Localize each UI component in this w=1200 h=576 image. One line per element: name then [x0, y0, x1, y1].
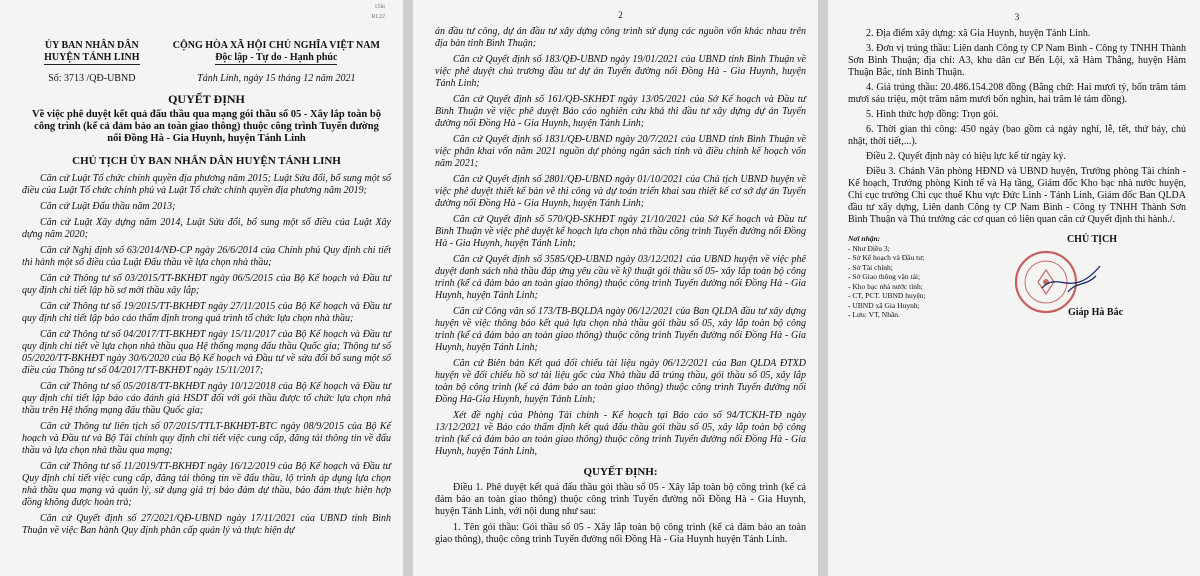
basis-paragraph: Căn cứ Thông tư số 19/2015/TT-BKHĐT ngày 27/11/2015 của Bộ Kế hoạch và Đầu tư quy định chi tiết lập báo cáo thẩm định trong quá trình tổ chức lựa chọn nhà thầu;	[22, 301, 391, 324]
recipients-label: Nơi nhận:	[848, 234, 881, 243]
basis-paragraph: Căn cứ Quyết định số 2801/QĐ-UBND ngày 01/10/2021 của Chủ tịch UBND huyện về việc phê duyệt thiết kế bản vẽ thi công và dự toán triển khai sau thiết kế cơ sở dự án Tuyến đường nối Đồng Hà - Gia Huynh, huyện Tánh Linh;	[435, 174, 806, 209]
basis-paragraph: Căn cứ Quyết định số 27/2021/QĐ-UBND ngày 17/11/2021 của UBND tỉnh Bình Thuận về việc Ban hành Quy định phân cấp quản lý và thực hiện dự	[22, 513, 391, 536]
legal-bases-continued	[435, 26, 806, 458]
recipient-item: - Sở Giao thông vận tải;	[848, 272, 921, 281]
recipient-item: - Sở Tài chính;	[848, 262, 893, 272]
item-4-winning-price: 4. Giá trúng thầu: 20.486.154.208 đồng (Bằng chữ: Hai mươi tỷ, bốn trăm tám mươi sáu triệu, một trăm năm mươi bốn nghìn, hai trăm lẻ tám đồng).	[848, 82, 1186, 105]
page-2	[413, 0, 818, 576]
basis-paragraph: Căn cứ Quyết định số 183/QĐ-UBND ngày 19/01/2021 của UBND tỉnh Bình Thuận về việc phê duyệt chủ trương đầu tư dự án Tuyến đường nối Đồng Hà - Gia Huynh, huyện Tánh Linh;	[435, 54, 806, 89]
page-3	[828, 0, 1200, 576]
legal-bases	[22, 173, 391, 537]
issuer-block	[22, 40, 162, 65]
basis-paragraph: Căn cứ Nghị định số 63/2014/NĐ-CP ngày 26/6/2014 của Chính phủ Quy định chi tiết thi hành một số điều của Luật Đấu thầu về lựa chọn nhà thầu;	[22, 245, 391, 268]
signer-title: CHỦ TỊCH	[1066, 234, 1118, 245]
recipient-item: - Sở Kế hoạch và Đầu tư;	[848, 253, 925, 262]
motto: Độc lập - Tự do - Hạnh phúc	[215, 52, 338, 63]
page-1	[0, 0, 403, 576]
basis-paragraph: Căn cứ Thông tư số 05/2018/TT-BKHĐT ngày 10/12/2018 của Bộ Kế hoạch và Đầu tư quy định chi tiết lập báo cáo đánh giá HSDT đối với gói thầu được tổ chức lựa chọn nhà thầu trên Hệ thống mạng đấu thầu Quốc gia;	[22, 381, 391, 416]
item-2-location: 2. Địa điểm xây dựng: xã Gia Huynh, huyện Tánh Linh.	[866, 28, 1091, 39]
signature-area	[848, 234, 1186, 320]
basis-paragraph: Căn cứ Quyết định số 161/QĐ-SKHĐT ngày 13/05/2021 của Sở Kế hoạch và Đầu tư Bình Thuận về việc phê duyệt Báo cáo nghiên cứu khả thi đầu tư xây dựng dự án Tuyến đường nối Đồng Hà - Gia Huynh, huyện Tánh Linh;	[435, 94, 806, 129]
proposal-paragraph: Xét đề nghị của Phòng Tài chính - Kế hoạch tại Báo cáo số 94/TCKH-TĐ ngày 13/12/2021 về Báo cáo thẩm định kết quả đấu thầu gói thầu số 05, xây lắp toàn bộ công trình (kể cả đảm bảo an toàn giao thông) thuộc công trình Tuyến đường nối Đồng Hà - Gia Huynh, huyện Tánh Linh,	[435, 410, 806, 457]
basis-paragraph: Căn cứ Quyết định số 1831/QĐ-UBND ngày 20/7/2021 của UBND tỉnh Bình Thuận về việc phân khai vốn năm 2021 nguồn dự phòng ngân sách tỉnh và điều chỉnh kế hoạch vốn năm 2021;	[435, 134, 806, 169]
recipient-item: - CT, PCT. UBND huyện;	[848, 291, 926, 300]
country-name: CỘNG HÒA XÃ HỘI CHỦ NGHĨA VIỆT NAM	[172, 40, 380, 51]
issuer-line-1: ỦY BAN NHÂN DÂN	[44, 40, 139, 51]
decision-items	[848, 28, 1186, 226]
document-title: QUYẾT ĐỊNH	[168, 92, 245, 106]
issuing-authority: CHỦ TỊCH ỦY BAN NHÂN DÂN HUYỆN TÁNH LINH	[72, 155, 341, 167]
page-number: 2	[618, 10, 623, 20]
signer-name: Giáp Hà Bắc	[1068, 307, 1124, 318]
recipient-item: - Như Điều 3;	[848, 243, 890, 253]
document-header	[22, 40, 391, 65]
official-seal-icon	[1010, 248, 1110, 316]
issuer-line-2: HUYỆN TÁNH LINH	[44, 52, 140, 63]
page-gap	[403, 0, 413, 576]
item-6-construction-time: 6. Thời gian thi công: 450 ngày (bao gồm cả ngày nghỉ, lễ, tết, thứ bảy, chủ nhật, thời tiết,...).	[848, 124, 1186, 147]
basis-paragraph: Căn cứ Quyết định số 570/QĐ-SKHĐT ngày 21/10/2021 của Sở Kế hoạch và Đầu tư Bình Thuận về việc phê duyệt kế hoạch lựa chọn nhà thầu công trình Tuyến đường nối Đồng Hà - Gia Huynh, huyện Tánh Linh;	[435, 214, 806, 249]
recipient-item: - Lưu: VT, Nhân.	[848, 310, 900, 319]
page-number: 3	[1014, 12, 1020, 22]
corner-note-2: RL22	[371, 14, 385, 20]
signer-block	[998, 234, 1186, 320]
basis-paragraph: Căn cứ Thông tư liên tịch số 07/2015/TTLT-BKHĐT-BTC ngày 08/9/2015 của Bộ Kế hoạch và Đầu tư và Bộ Tài chính quy định chi tiết việc cung cấp, đăng tải thông tin về đấu thầu và lựa chọn nhà thầu qua mạng;	[22, 421, 391, 456]
recipients-list	[848, 234, 998, 320]
document-number: Số: 3713 /QĐ-UBND	[48, 73, 136, 84]
basis-paragraph: án đầu tư công, dự án đầu tư xây dựng công trình sử dụng các nguồn vốn khác nhau trên địa bàn tỉnh Bình Thuận;	[435, 26, 806, 49]
article-2: Điều 2. Quyết định này có hiệu lực kể từ ngày ký.	[866, 151, 1066, 162]
corner-note-1: 15kt	[374, 4, 385, 10]
item-1-package-name: 1. Tên gói thầu: Gói thầu số 05 - Xây lắp toàn bộ công trình (kể cả đảm bảo an toàn giao thông), thuộc công trình Tuyến đường nối Đồng Hà - Gia Huynh huyện Tánh Linh.	[435, 522, 806, 545]
recipient-item: - Kho bạc nhà nước tỉnh;	[848, 281, 923, 291]
item-3-winning-bidder: 3. Đơn vị trúng thầu: Liên danh Công ty CP Nam Bình - Công ty TNHH Thành Sơn Bình Thuận; địa chỉ: A3, khu dân cư Bến Lội, xã Hàm Thắng, huyện Hàm Thuận Bắc, tỉnh Bình Thuận.	[848, 43, 1186, 78]
document-subtitle: Về việc phê duyệt kết quả đấu thầu qua mạng gói thầu số 05 - Xây lắp toàn bộ công trình (kể cả đảm bảo an toàn giao thông) thuộc công trình Tuyến đường nối Đồng Hà - Gia Huynh, huyện Tánh Linh	[32, 109, 381, 144]
basis-paragraph: Căn cứ Biên bản Kết quả đối chiếu tài liệu ngày 06/12/2021 của Ban QLDA ĐTXD huyện về đối chiếu hồ sơ tài liệu gốc của Nhà thầu đã trúng thầu, gói thầu số 05, xây lắp toàn bộ công trình (kể cả đảm bảo an toàn giao thông) thuộc công trình Tuyến đường nối Đồng Hà-Gia Huynh, huyện Tánh Linh;	[435, 358, 806, 405]
basis-paragraph: Căn cứ Luật Xây dựng năm 2014, Luật Sửa đổi, bổ sung một số điều của Luật Xây dựng năm 2020;	[22, 217, 391, 240]
page-gap	[818, 0, 828, 576]
decision-heading: QUYẾT ĐỊNH:	[583, 466, 658, 478]
item-5-contract-type: 5. Hình thức hợp đồng: Trọn gói.	[866, 109, 999, 120]
basis-paragraph: Căn cứ Thông tư số 03/2015/TT-BKHĐT ngày 06/5/2015 của Bộ Kế hoạch và Đầu tư quy định chi tiết lập hồ sơ mời thầu xây lắp;	[22, 273, 391, 296]
article-1: Điều 1. Phê duyệt kết quả đấu thầu gói thầu số 05 - Xây lắp toàn bộ công trình (kể cả đảm bảo an toàn giao thông) thuộc công trình Tuyến đường nối Đồng Hà - Gia Huynh, huyện Tánh Linh, với nội dung như sau:	[435, 482, 806, 517]
basis-paragraph: Căn cứ Công văn số 173/TB-BQLDA ngày 06/12/2021 của Ban QLDA đầu tư xây dựng huyện về việc thông báo kết quả lựa chọn nhà thầu gói thầu số 05, xây lắp toàn bộ công trình (kể cả đảm bảo an toàn giao thông) thuộc công trình Tuyến đường nối Đồng Hà - Gia Huynh, huyện Tánh Linh;	[435, 306, 806, 353]
number-date-row	[22, 73, 391, 84]
basis-paragraph: Căn cứ Luật Đấu thầu năm 2013;	[40, 201, 176, 212]
national-motto-block	[162, 40, 391, 65]
basis-paragraph: Căn cứ Quyết định số 3585/QĐ-UBND ngày 03/12/2021 của UBND huyện về việc phê duyệt danh sách nhà thầu đáp ứng yêu cầu về kỹ thuật gói thầu số 05- xây lắp toàn bộ công trình (kể cả đảm bảo an toàn giao thông) thuộc công trình Tuyến đường nối Đồng Hà - Gia Huynh, huyện Tánh Linh;	[435, 254, 806, 301]
article-3: Điều 3. Chánh Văn phòng HĐND và UBND huyện, Trưởng phòng Tài chính - Kế hoạch, Trưởng phòng Kinh tế và Hạ tầng, Giám đốc Kho bạc nhà nước huyện, Chi cục trưởng Chi cục thuế Khu vực Đức Linh - Tánh Linh, Giám đốc Ban QLDA đầu tư xây dựng, Liên danh Công ty CP Nam Bình - Công ty TNHH Thành Sơn Bình Thuận và Thủ trưởng các cơ quan có liên quan căn cứ Quyết định thi hành./.	[848, 166, 1186, 225]
basis-paragraph: Căn cứ Luật Tổ chức chính quyền địa phương năm 2015; Luật Sửa đổi, bổ sung một số điều của Luật Tổ chức chính phủ và Luật Tổ chức chính quyền địa phương năm 2019;	[22, 173, 391, 196]
basis-paragraph: Căn cứ Thông tư số 04/2017/TT-BKHĐT ngày 15/11/2017 của Bộ Kế hoạch và Đầu tư quy định chi tiết về lựa chọn nhà thầu qua Hệ thống mạng đấu thầu Quốc gia; Thông tư số 05/2020/TT-BKHĐT ngày 30/6/2020 của Bộ Kế hoạch và Đầu tư về sửa đổi bổ sung một số điều của Thông tư số 04/2017/TT-BKHĐT ngày 15/11/2017;	[22, 329, 391, 376]
document-date: Tánh Linh, ngày 15 tháng 12 năm 2021	[197, 73, 356, 84]
basis-paragraph: Căn cứ Thông tư số 11/2019/TT-BKHĐT ngày 16/12/2019 của Bộ Kế hoạch và Đầu tư Quy định chi tiết việc cung cấp, đăng tải thông tin về đấu thầu, lộ trình áp dụng lựa chọn nhà thầu qua mạng và quản lý, sử dụng giá trị bảo đảm dự thầu, bảo đảm thực hiện hợp đồng không được hoàn trả;	[22, 461, 391, 508]
recipient-item: - UBND xã Gia Huynh;	[848, 300, 920, 310]
